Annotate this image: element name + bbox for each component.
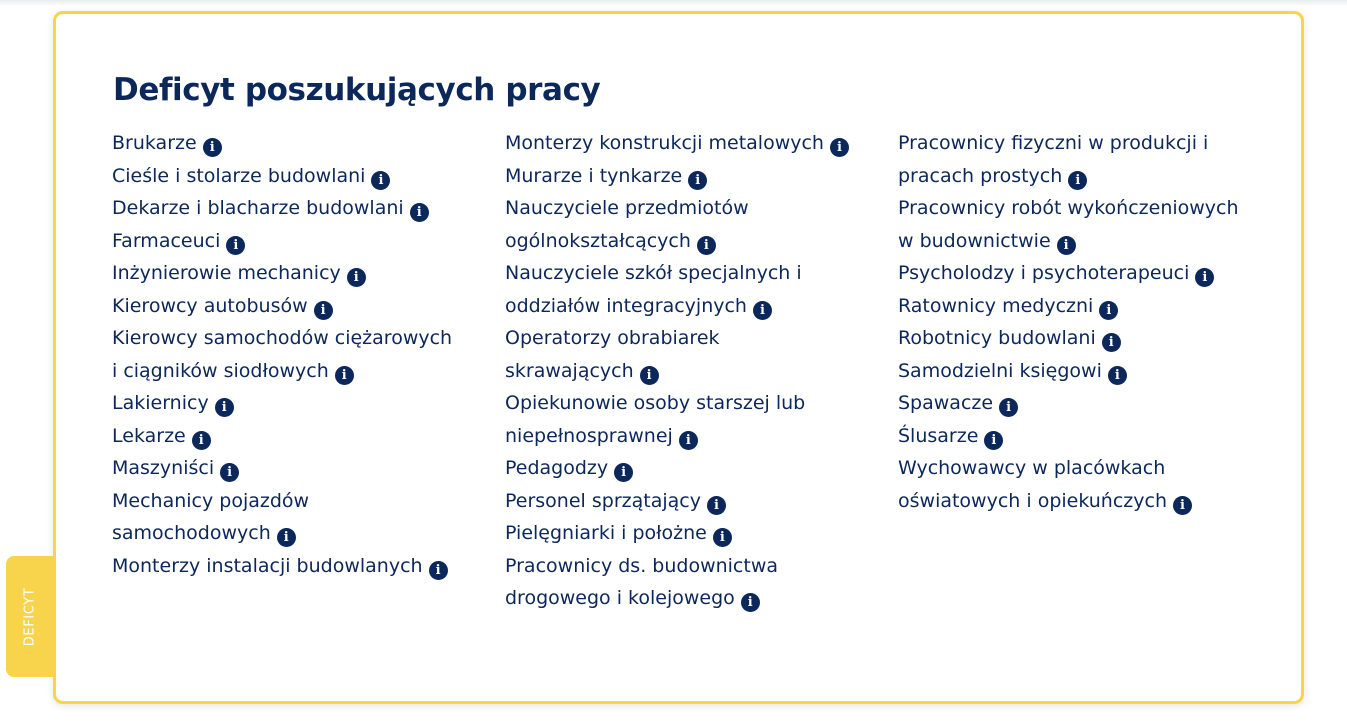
list-item xyxy=(112,420,462,453)
profession-label: Wychowawcy w placówkach oświatowych i opiekuńczych xyxy=(898,457,1167,512)
profession-label: Pielęgniarki i położne xyxy=(505,522,707,544)
profession-label: Pracownicy fizyczni w produkcji i pracach prostych xyxy=(898,132,1209,187)
info-icon[interactable]: i xyxy=(220,463,239,482)
profession-label: Nauczyciele szkół specjalnych i oddziałów integracyjnych xyxy=(505,262,802,317)
list-item xyxy=(505,485,850,518)
profession-label: Mechanicy pojazdów samochodowych xyxy=(112,489,310,544)
list-item xyxy=(505,550,850,615)
list-item xyxy=(898,452,1258,517)
list-item xyxy=(112,160,462,193)
list-item xyxy=(112,387,462,420)
list-item xyxy=(112,127,462,160)
list-item xyxy=(505,192,850,257)
info-icon[interactable]: i xyxy=(1068,171,1087,190)
side-tab-deficyt[interactable] xyxy=(6,556,54,677)
profession-column-1 xyxy=(112,127,462,582)
list-item xyxy=(898,257,1258,290)
info-icon[interactable]: i xyxy=(226,236,245,255)
info-icon[interactable]: i xyxy=(713,528,732,547)
info-icon[interactable]: i xyxy=(1057,236,1076,255)
profession-label: Pedagodzy xyxy=(505,457,609,479)
info-icon[interactable]: i xyxy=(753,301,772,320)
info-icon[interactable]: i xyxy=(614,463,633,482)
list-item xyxy=(898,127,1258,192)
info-icon[interactable]: i xyxy=(679,431,698,450)
info-icon[interactable]: i xyxy=(192,431,211,450)
info-icon[interactable]: i xyxy=(347,268,366,287)
profession-label: Farmaceuci xyxy=(112,229,221,252)
info-icon[interactable]: i xyxy=(1173,496,1192,515)
profession-label: Cieśle i stolarze budowlani xyxy=(112,164,366,187)
info-icon[interactable]: i xyxy=(429,561,448,580)
profession-label: Kierowcy samochodów ciężarowych i ciągników siodłowych xyxy=(112,327,453,382)
info-icon[interactable]: i xyxy=(410,203,429,222)
info-icon[interactable]: i xyxy=(1099,301,1118,320)
list-item xyxy=(505,322,850,387)
profession-column-3 xyxy=(898,127,1258,517)
profession-label: Nauczyciele przedmiotów ogólnokształcących xyxy=(505,197,749,252)
info-icon[interactable]: i xyxy=(1195,268,1214,287)
profession-label: Personel sprzątający xyxy=(505,489,701,512)
profession-label: Operatorzy obrabiarek skrawających xyxy=(505,327,720,382)
profession-label: Maszyniści xyxy=(112,457,215,479)
info-icon[interactable]: i xyxy=(203,138,222,157)
info-icon[interactable]: i xyxy=(277,528,296,547)
profession-label: Lekarze xyxy=(112,424,186,447)
list-item xyxy=(898,355,1258,388)
info-icon[interactable]: i xyxy=(984,431,1003,450)
list-item xyxy=(112,290,462,323)
info-icon[interactable]: i xyxy=(697,236,716,255)
list-item xyxy=(112,452,462,485)
info-icon[interactable]: i xyxy=(688,171,707,190)
list-item xyxy=(505,452,850,485)
profession-label: Samodzielni księgowi xyxy=(898,359,1102,382)
list-item xyxy=(505,127,850,160)
info-icon[interactable]: i xyxy=(707,496,726,515)
info-icon[interactable]: i xyxy=(830,138,849,157)
info-icon[interactable]: i xyxy=(1108,366,1127,385)
list-item xyxy=(898,420,1258,453)
list-item xyxy=(898,387,1258,420)
profession-label: Lakiernicy xyxy=(112,392,209,414)
list-item xyxy=(112,257,462,290)
profession-label: Monterzy konstrukcji metalowych xyxy=(505,132,824,154)
profession-label: Brukarze xyxy=(112,132,197,154)
list-item xyxy=(112,550,462,583)
info-icon[interactable]: i xyxy=(741,593,760,612)
deficit-card xyxy=(53,11,1304,704)
info-icon[interactable]: i xyxy=(999,398,1018,417)
list-item xyxy=(898,322,1258,355)
profession-label: Ślusarze xyxy=(898,424,979,447)
info-icon[interactable]: i xyxy=(335,366,354,385)
list-item xyxy=(505,387,850,452)
info-icon[interactable]: i xyxy=(371,171,390,190)
top-shade xyxy=(0,0,1347,6)
profession-label: Ratownicy medyczni xyxy=(898,294,1094,317)
profession-label: Dekarze i blacharze budowlani xyxy=(112,197,404,219)
list-item xyxy=(505,160,850,193)
side-tab-label: DEFICYT xyxy=(22,587,38,646)
list-item xyxy=(112,322,462,387)
section-title: Deficyt poszukujących pracy xyxy=(113,72,601,108)
list-item xyxy=(505,257,850,322)
list-item xyxy=(898,290,1258,323)
profession-label: Psycholodzy i psychoterapeuci xyxy=(898,262,1190,284)
list-item xyxy=(898,192,1258,257)
list-item xyxy=(505,517,850,550)
profession-label: Pracownicy robót wykończeniowych w budownictwie xyxy=(898,197,1239,252)
profession-label: Monterzy instalacji budowlanych xyxy=(112,554,423,577)
profession-label: Spawacze xyxy=(898,392,994,414)
info-icon[interactable]: i xyxy=(215,398,234,417)
profession-label: Kierowcy autobusów xyxy=(112,294,308,317)
profession-label: Opiekunowie osoby starszej lub niepełnosprawnej xyxy=(505,392,806,447)
profession-label: Robotnicy budowlani xyxy=(898,327,1096,349)
info-icon[interactable]: i xyxy=(1102,333,1121,352)
list-item xyxy=(112,485,462,550)
profession-label: Pracownicy ds. budownictwa drogowego i kolejowego xyxy=(505,554,779,609)
list-item xyxy=(112,225,462,258)
profession-label: Inżynierowie mechanicy xyxy=(112,262,341,284)
list-item xyxy=(112,192,462,225)
info-icon[interactable]: i xyxy=(314,301,333,320)
info-icon[interactable]: i xyxy=(640,366,659,385)
profession-label: Murarze i tynkarze xyxy=(505,164,683,187)
profession-column-2 xyxy=(505,127,850,615)
